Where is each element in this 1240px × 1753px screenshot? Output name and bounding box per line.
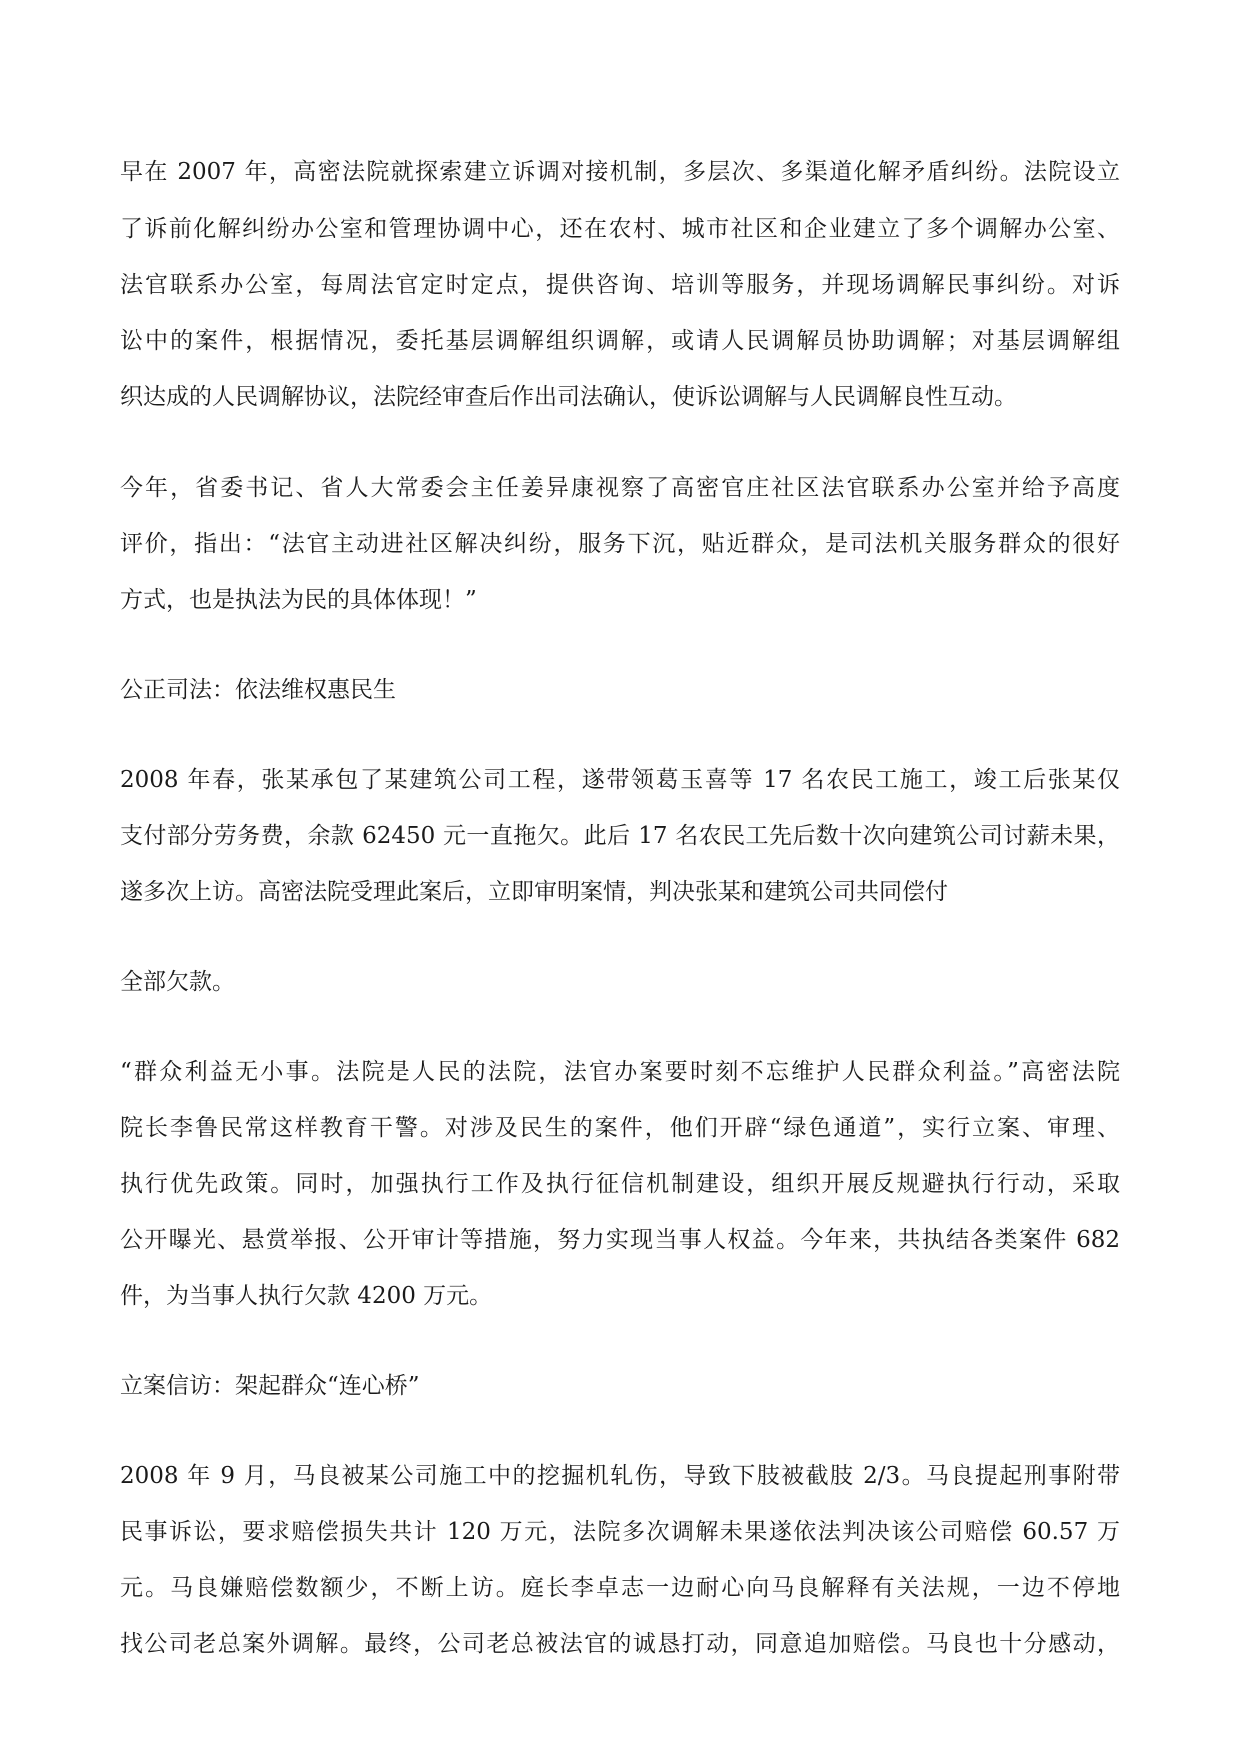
text-line: 2008 年 9 月，马良被某公司施工中的挖掘机轧伤，导致下肢被截肢 2/3。马良提起刑事附带 bbox=[120, 1463, 1120, 1489]
text-line: 民事诉讼，要求赔偿损失共计 120 万元，法院多次调解未果遂依法判决该公司赔偿 60.57 万 bbox=[120, 1519, 1120, 1545]
section-heading-petitions: 立案信访：架起群众“连心桥” bbox=[120, 1373, 420, 1399]
text-line: 2008 年春，张某承包了某建筑公司工程，遂带领葛玉喜等 17 名农民工施工，竣工后张某仅 bbox=[120, 767, 1120, 793]
text-line: 了诉前化解纠纷办公室和管理协调中心，还在农村、城市社区和企业建立了多个调解办公室、 bbox=[120, 216, 1120, 242]
text-line: 遂多次上访。高密法院受理此案后，立即审明案情，判决张某和建筑公司共同偿付 bbox=[120, 879, 948, 905]
text-line: 找公司老总案外调解。最终，公司老总被法官的诚恳打动，同意追加赔偿。马良也十分感动， bbox=[120, 1631, 1120, 1657]
text-line: 讼中的案件，根据情况，委托基层调解组织调解，或请人民调解员协助调解；对基层调解组 bbox=[120, 328, 1120, 354]
text-line: 元。马良嫌赔偿数额少，不断上访。庭长李卓志一边耐心向马良解释有关法规，一边不停地 bbox=[120, 1575, 1120, 1601]
text-line: 评价，指出：“法官主动进社区解决纠纷，服务下沉，贴近群众，是司法机关服务群众的很好 bbox=[120, 531, 1120, 557]
text-line: 方式，也是执法为民的具体体现！” bbox=[120, 587, 477, 613]
text-line: 织达成的人民调解协议，法院经审查后作出司法确认，使诉讼调解与人民调解良性互动。 bbox=[120, 384, 1017, 410]
text-line: “群众利益无小事。法院是人民的法院，法官办案要时刻不忘维护人民群众利益。”高密法院 bbox=[120, 1059, 1120, 1085]
section-heading-fair-justice: 公正司法：依法维权惠民生 bbox=[120, 677, 396, 703]
text-line: 公开曝光、悬赏举报、公开审计等措施，努力实现当事人权益。今年来，共执结各类案件 682 bbox=[120, 1227, 1120, 1253]
continuation-line: 全部欠款。 bbox=[120, 969, 235, 995]
text-line: 支付部分劳务费，余款 62450 元一直拖欠。此后 17 名农民工先后数十次向建筑公司讨薪未果， bbox=[120, 823, 1120, 849]
text-line: 早在 2007 年，高密法院就探索建立诉调对接机制，多层次、多渠道化解矛盾纠纷。法院设立 bbox=[120, 159, 1120, 185]
text-line: 法官联系办公室，每周法官定时定点，提供咨询、培训等服务，并现场调解民事纠纷。对诉 bbox=[120, 272, 1120, 298]
text-line: 今年，省委书记、省人大常委会主任姜异康视察了高密官庄社区法官联系办公室并给予高度 bbox=[120, 475, 1120, 501]
text-line: 执行优先政策。同时，加强执行工作及执行征信机制建设，组织开展反规避执行行动，采取 bbox=[120, 1171, 1120, 1197]
text-line: 院长李鲁民常这样教育干警。对涉及民生的案件，他们开辟“绿色通道”，实行立案、审理、 bbox=[120, 1115, 1120, 1141]
text-line: 件，为当事人执行欠款 4200 万元。 bbox=[120, 1283, 493, 1309]
